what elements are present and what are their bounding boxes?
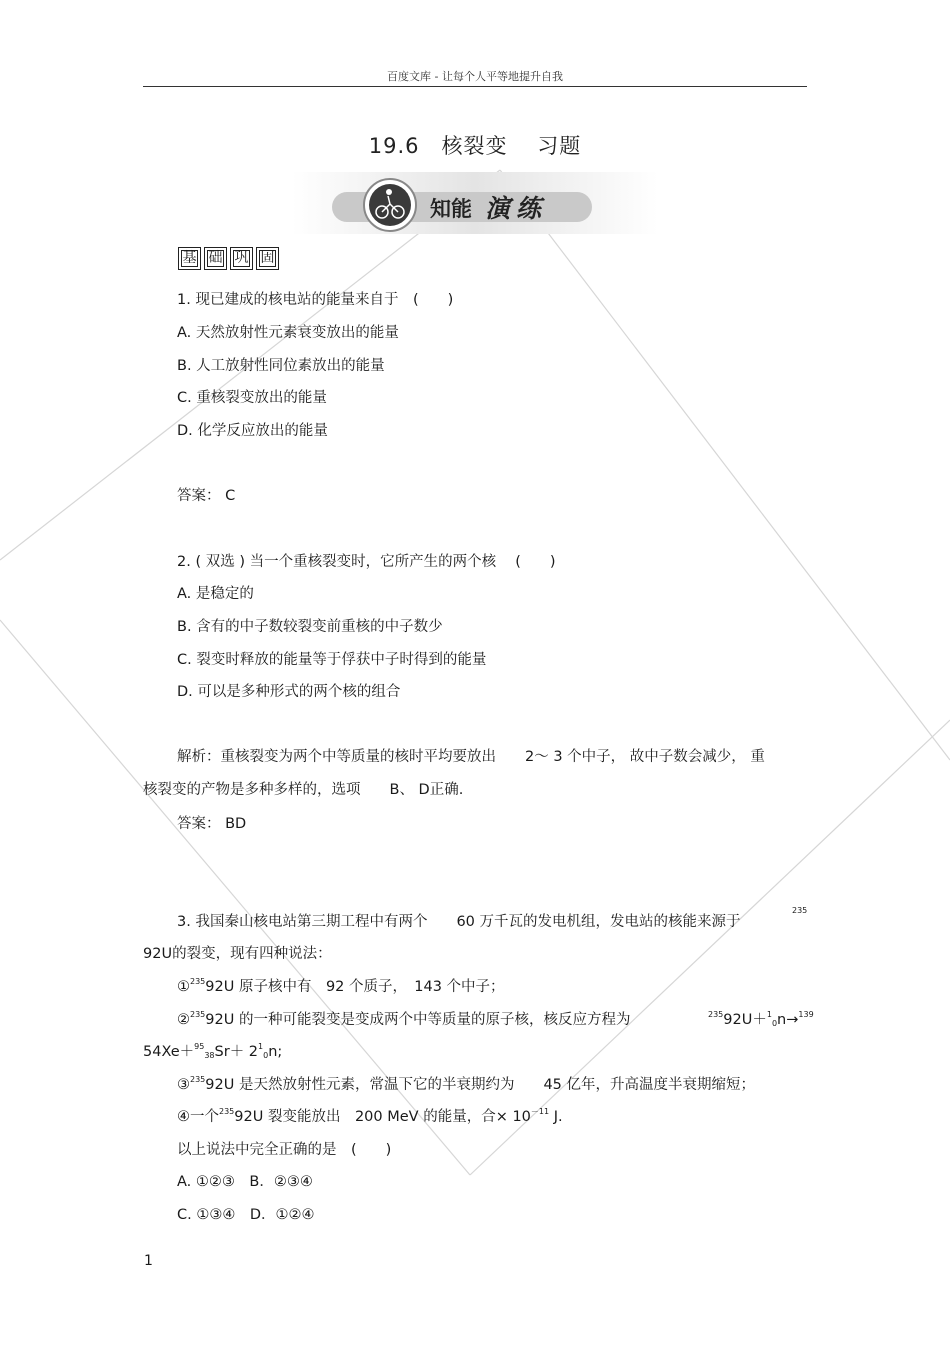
statement-marker: ① [177, 979, 190, 995]
header-divider [143, 86, 807, 87]
banner-graphic [292, 172, 658, 234]
q2-analysis-line2: 核裂变的产物是多种多样的，选项 B、 D正确. [143, 782, 464, 798]
q3-stem-mass-number: 235 [792, 906, 808, 915]
section-char: 固 [256, 247, 279, 270]
mass-number: 235 [219, 1107, 235, 1116]
equation-text: 54Xe＋ [143, 1044, 195, 1060]
statement-text: 92U 原子核中有 92 个质子， 143 个中子； [205, 979, 505, 995]
q1-option-a: A. 天然放射性元素衰变放出的能量 [177, 325, 399, 341]
q3-ask: 以上说法中完全正确的是 ( ) [177, 1142, 392, 1158]
q1-stem: 1. 现已建成的核电站的能量来自于 ( ) [177, 292, 454, 308]
statement-text: 92U 的一种可能裂变是变成两个中等质量的原子核，核反应方程为 [205, 1012, 631, 1028]
atomic-number: 0 [771, 1019, 778, 1028]
atomic-number: 38 [204, 1051, 215, 1060]
q1-option-c: C. 重核裂变放出的能量 [177, 390, 327, 406]
banner-label-zhineng: 知能 [430, 196, 472, 221]
mass-number: 235 [190, 1075, 206, 1084]
mass-number: 1 [258, 1042, 264, 1051]
mass-number: 1 [766, 1010, 772, 1019]
q1-answer: 答案： C [177, 488, 236, 504]
statement-marker: ③ [177, 1077, 190, 1093]
q3-stem-line2: 92U的裂变，现有四种说法： [143, 946, 332, 962]
mass-number: 235 [708, 1010, 724, 1019]
statement-marker: ④一个 [177, 1109, 219, 1125]
section-heading [178, 247, 279, 270]
mass-number: 235 [190, 977, 206, 986]
section-char: 基 [178, 247, 201, 270]
q2-option-b: B. 含有的中子数较裂变前重核的中子数少 [177, 619, 443, 635]
q3-statement-2-equation [708, 1008, 814, 1029]
q2-answer: 答案： BD [177, 816, 247, 832]
section-char: 础 [204, 247, 227, 270]
q3-statement-1 [177, 975, 505, 996]
q2-option-c: C. 裂变时释放的能量等于俘获中子时得到的能量 [177, 652, 487, 668]
q2-analysis-line1: 解析：重核裂变为两个中等质量的核时平均要放出 2～ 3 个中子， 故中子数会减少， 重 [177, 749, 765, 765]
mass-number: 139 [798, 1010, 814, 1019]
banner-label-yanlian: 演练 [485, 194, 548, 223]
mass-number: 235 [190, 1010, 206, 1019]
page-number: 1 [144, 1253, 153, 1269]
atomic-number: 0 [263, 1051, 269, 1060]
q3-statement-3 [177, 1073, 755, 1094]
statement-marker: ② [177, 1012, 190, 1028]
q1-option-b: B. 人工放射性同位素放出的能量 [177, 358, 385, 374]
q2-option-a: A. 是稳定的 [177, 586, 254, 602]
equation-text: n→ [777, 1012, 799, 1028]
q3-stem-line1: 3. 我国秦山核电站第三期工程中有两个 60 万千瓦的发电机组，发电站的核能来源于 [177, 914, 741, 930]
statement-text: J. [549, 1109, 563, 1125]
statement-text: 92U 是天然放射性元素，常温下它的半衰期约为 45 亿年，升高温度半衰期缩短； [205, 1077, 756, 1093]
q2-stem: 2. ( 双选 ) 当一个重核裂变时，它所产生的两个核 ( ) [177, 554, 556, 570]
equation-text: Sr＋ 2 [214, 1044, 259, 1060]
page-header: 百度文库 - 让每个人平等地提升自我 [387, 70, 563, 83]
equation-text: n; [268, 1044, 283, 1060]
q3-statement-2-line2 [143, 1040, 282, 1061]
q2-option-d: D. 可以是多种形式的两个核的组合 [177, 684, 401, 700]
equation-text: 92U＋ [723, 1012, 767, 1028]
mass-number: 95 [194, 1042, 205, 1051]
q3-options-cd: C. ①③④ D．①②④ [177, 1207, 315, 1223]
q3-statement-4 [177, 1105, 563, 1126]
exponent: －11 [530, 1107, 550, 1116]
page-title: 19.6 核裂变 习题 [368, 134, 582, 158]
q3-options-ab: A. ①②③ B．②③④ [177, 1174, 313, 1190]
q1-option-d: D. 化学反应放出的能量 [177, 423, 328, 439]
q3-statement-2 [177, 1008, 630, 1029]
section-char: 巩 [230, 247, 253, 270]
statement-text: 92U 裂变能放出 200 MeV 的能量，合× 10 [234, 1109, 531, 1125]
